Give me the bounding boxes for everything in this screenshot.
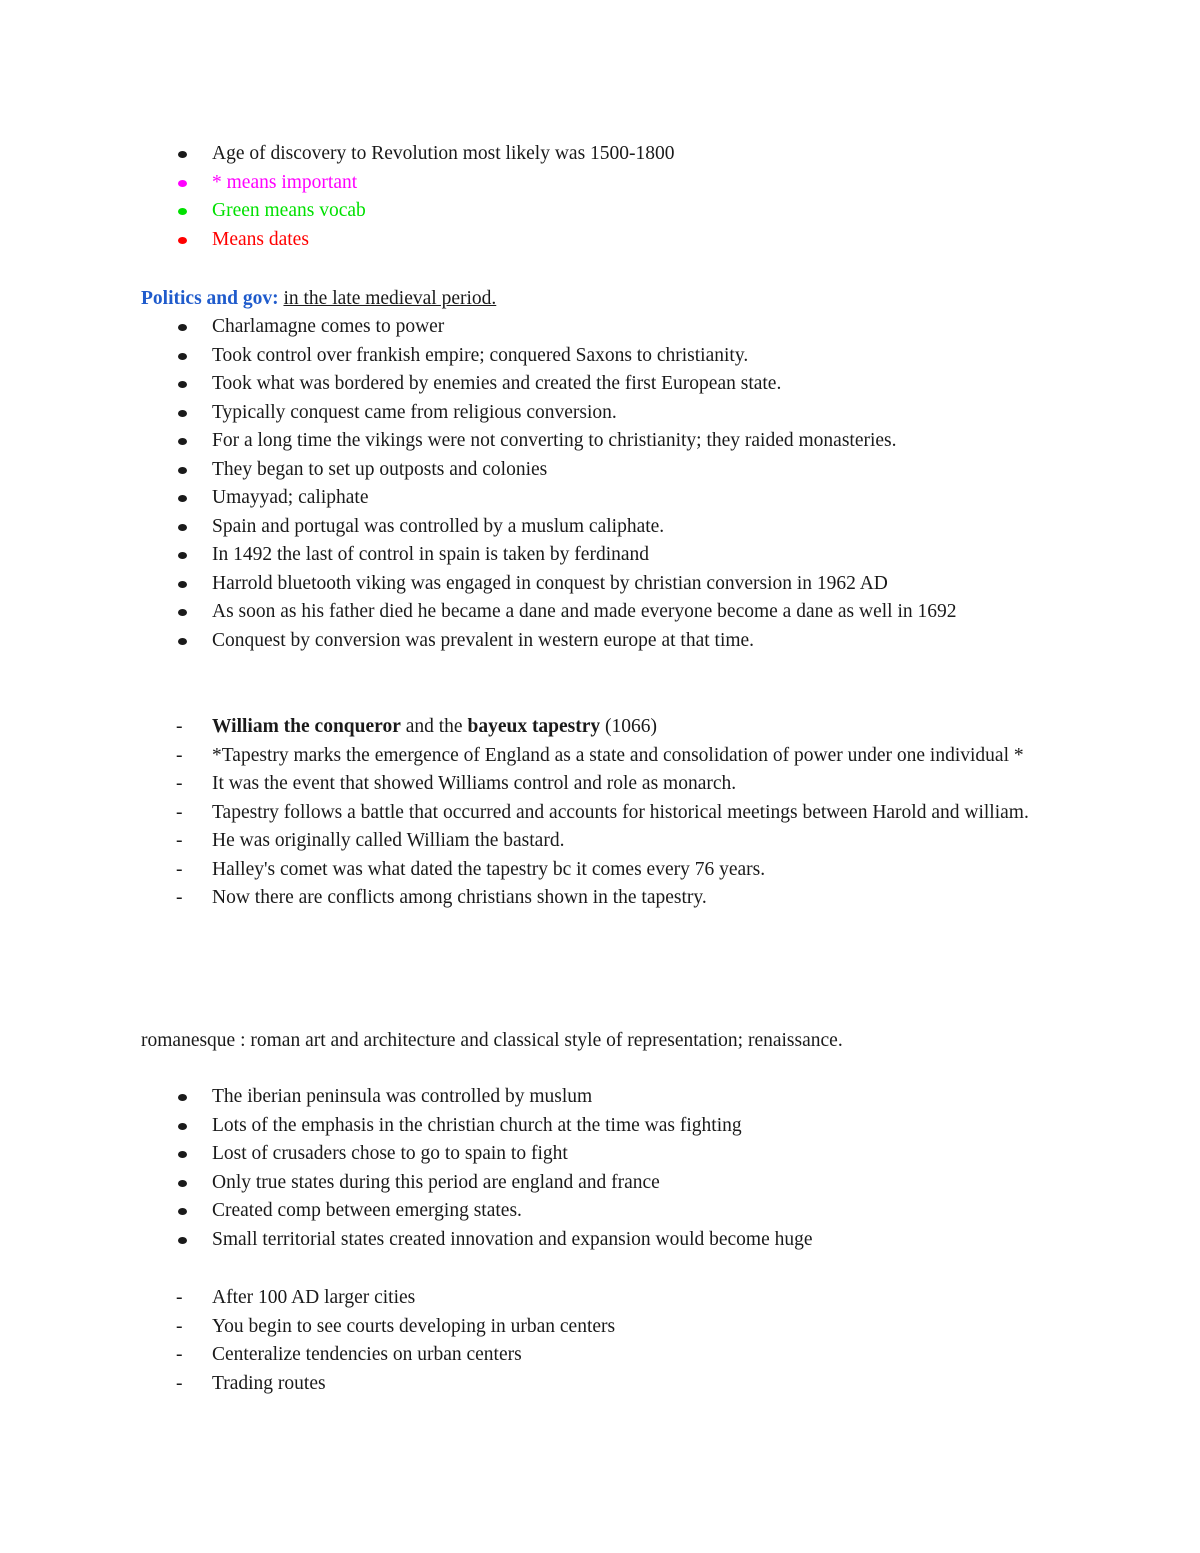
dash-icon: - — [176, 716, 183, 737]
bullet-icon — [178, 1208, 187, 1215]
dash-icon: - — [176, 858, 183, 880]
bullet-icon — [178, 353, 187, 360]
dash-icon: - — [176, 1344, 183, 1365]
bullet-icon — [178, 381, 187, 388]
list-item: For a long time the vikings were not converting to christianity; they raided monasteries. — [0, 427, 1200, 456]
bullet-icon — [178, 467, 187, 474]
bullet-icon — [178, 324, 187, 331]
bullet-icon — [178, 495, 187, 502]
dash-icon: - — [176, 744, 183, 766]
list-item: - William the conqueror and the bayeux tapestry (1066) — [0, 713, 1200, 742]
romanesque-paragraph: romanesque : roman art and architecture and classical style of representation; renaissance. — [141, 1030, 843, 1051]
list-item: - After 100 AD larger cities — [0, 1284, 1200, 1313]
list-item: Conquest by conversion was prevalent in western europe at that time. — [0, 627, 1200, 656]
bullet-icon — [178, 1123, 187, 1130]
bullet-icon — [178, 524, 187, 531]
list-item: They began to set up outposts and colonies — [0, 456, 1200, 485]
cities-list — [0, 1284, 1200, 1398]
list-item: - *Tapestry marks the emergence of England as a state and consolidation of power under one individual * — [0, 742, 1200, 771]
list-item: Charlamagne comes to power — [0, 313, 1200, 342]
list-item: In 1492 the last of control in spain is taken by ferdinand — [0, 541, 1200, 570]
william-list — [0, 713, 1200, 913]
list-item: - It was the event that showed Williams control and role as monarch. — [0, 770, 1200, 799]
list-item: Harrold bluetooth viking was engaged in conquest by christian conversion in 1962 AD — [0, 570, 1200, 599]
list-item: Green means vocab — [0, 197, 1200, 226]
list-item: The iberian peninsula was controlled by muslum — [0, 1083, 1200, 1112]
dash-icon: - — [176, 773, 183, 794]
list-item: Small territorial states created innovation and expansion would become huge — [0, 1226, 1200, 1255]
list-item: Age of discovery to Revolution most likely was 1500-1800 — [0, 140, 1200, 169]
bullet-icon — [178, 151, 187, 158]
list-item: Took what was bordered by enemies and created the first European state. — [0, 370, 1200, 399]
list-item: As soon as his father died he became a dane and made everyone become a dane as well in 1692 — [0, 598, 1200, 627]
bullet-icon — [178, 638, 187, 645]
bullet-icon — [178, 410, 187, 417]
bullet-icon — [178, 581, 187, 588]
bullet-icon — [178, 1151, 187, 1158]
iberian-list — [0, 1083, 1200, 1254]
list-item: - You begin to see courts developing in urban centers — [0, 1313, 1200, 1342]
list-item: Created comp between emerging states. — [0, 1197, 1200, 1226]
list-item: Typically conquest came from religious conversion. — [0, 399, 1200, 428]
list-item: * means important — [0, 169, 1200, 198]
list-item: - He was originally called William the bastard. — [0, 827, 1200, 856]
bullet-icon — [178, 609, 187, 616]
bullet-icon — [178, 1237, 187, 1244]
list-item: Lots of the emphasis in the christian church at the time was fighting — [0, 1112, 1200, 1141]
dash-icon: - — [176, 830, 183, 851]
bullet-icon — [178, 1180, 187, 1187]
list-item: Lost of crusaders chose to go to spain to fight — [0, 1140, 1200, 1169]
list-item: - Tapestry follows a battle that occurred and accounts for historical meetings between Harold and william. — [0, 799, 1200, 828]
heading-underlined: in the late medieval period. — [283, 288, 497, 309]
politics-list — [0, 313, 1200, 655]
dash-icon: - — [176, 887, 183, 908]
list-item: Only true states during this period are england and france — [0, 1169, 1200, 1198]
dash-icon: - — [176, 1372, 183, 1394]
dash-icon: - — [176, 1315, 183, 1337]
list-item: - Now there are conflicts among christians shown in the tapestry. — [0, 884, 1200, 913]
list-item: Umayyad; caliphate — [0, 484, 1200, 513]
bullet-icon — [178, 552, 187, 559]
bullet-icon — [178, 1094, 187, 1101]
list-item: - Trading routes — [0, 1370, 1200, 1399]
heading-label: Politics and gov: — [141, 288, 279, 309]
dash-icon: - — [176, 801, 183, 823]
politics-heading — [141, 285, 496, 313]
bullet-icon — [178, 237, 187, 244]
list-item: Means dates — [0, 226, 1200, 255]
list-item: - Centeralize tendencies on urban centers — [0, 1341, 1200, 1370]
list-item: Spain and portugal was controlled by a muslum caliphate. — [0, 513, 1200, 542]
bullet-icon — [178, 180, 187, 187]
dash-icon: - — [176, 1287, 183, 1308]
list-item: - Halley's comet was what dated the tapestry bc it comes every 76 years. — [0, 856, 1200, 885]
bullet-icon — [178, 438, 187, 445]
list-item: Took control over frankish empire; conquered Saxons to christianity. — [0, 342, 1200, 371]
legend-list — [0, 140, 1200, 254]
bullet-icon — [178, 208, 187, 215]
